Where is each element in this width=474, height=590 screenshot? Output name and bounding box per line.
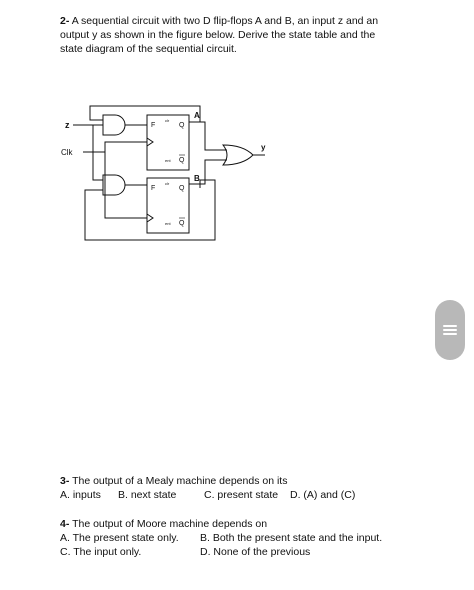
q4-option-a: A. The present state only. bbox=[60, 532, 179, 544]
ff-a-clr-label: clr bbox=[165, 118, 170, 123]
question-2-line-1 bbox=[60, 14, 410, 28]
question-2-text-1: A sequential circuit with two D flip-flops A and B, an input z and an bbox=[71, 15, 379, 27]
question-4-options-row-1 bbox=[60, 531, 430, 545]
question-4-line bbox=[60, 517, 430, 531]
question-4-options-row-2 bbox=[60, 545, 430, 559]
wire-feedback-a bbox=[90, 106, 200, 120]
clock-marker-b bbox=[147, 214, 153, 222]
ff-a-f-label: F bbox=[151, 122, 156, 129]
scroll-handle[interactable] bbox=[435, 300, 465, 360]
question-3-text: The output of a Mealy machine depends on its bbox=[72, 475, 288, 487]
label-a: A bbox=[194, 111, 200, 120]
ff-a-ent-label: ent bbox=[165, 158, 171, 163]
ff-a-q-label: Q bbox=[179, 122, 185, 129]
ff-b-clr-label: clr bbox=[165, 181, 170, 186]
label-clk: Clk bbox=[61, 148, 73, 157]
question-4 bbox=[60, 517, 430, 559]
grip-line-2 bbox=[443, 329, 457, 331]
and-gate-2 bbox=[103, 175, 125, 195]
ff-b-f-label: F bbox=[151, 185, 156, 192]
question-2 bbox=[60, 14, 410, 56]
question-2-number: 2- bbox=[60, 15, 70, 27]
ff-a-qbar-label: Q bbox=[179, 157, 185, 164]
q3-option-c: C. present state bbox=[204, 489, 279, 501]
q3-option-a: A. inputs bbox=[60, 489, 101, 501]
question-2-text-2: output y as shown in the figure below. Derive the state table and the bbox=[60, 29, 376, 41]
q4-option-b: B. Both the present state and the input. bbox=[200, 532, 383, 544]
question-4-text: The output of Moore machine depends on bbox=[72, 518, 268, 530]
circuit-diagram bbox=[55, 100, 275, 245]
label-b: B bbox=[194, 174, 200, 183]
question-3-options bbox=[60, 488, 430, 502]
question-2-text-3: state diagram of the sequential circuit. bbox=[60, 43, 237, 55]
wire-a-or bbox=[189, 122, 227, 150]
ff-b-ent-label: ent bbox=[165, 221, 171, 226]
q4-option-c: C. The input only. bbox=[60, 546, 142, 558]
ff-b-qbar-label: Q bbox=[179, 220, 185, 227]
question-3-line bbox=[60, 474, 430, 488]
q4-option-d: D. None of the previous bbox=[200, 546, 311, 558]
q3-option-b: B. next state bbox=[118, 489, 177, 501]
label-y: y bbox=[261, 143, 266, 152]
q3-option-d: D. (A) and (C) bbox=[290, 489, 356, 501]
or-gate bbox=[223, 145, 253, 165]
and-gate-1 bbox=[103, 115, 125, 135]
ff-b-q-label: Q bbox=[179, 185, 185, 192]
grip-lines-icon bbox=[443, 325, 457, 327]
clock-marker-a bbox=[147, 138, 153, 146]
grip-line-3 bbox=[443, 333, 457, 335]
question-4-number: 4- bbox=[60, 518, 70, 530]
question-3-number: 3- bbox=[60, 475, 70, 487]
question-3 bbox=[60, 474, 430, 502]
label-z: z bbox=[65, 120, 70, 130]
